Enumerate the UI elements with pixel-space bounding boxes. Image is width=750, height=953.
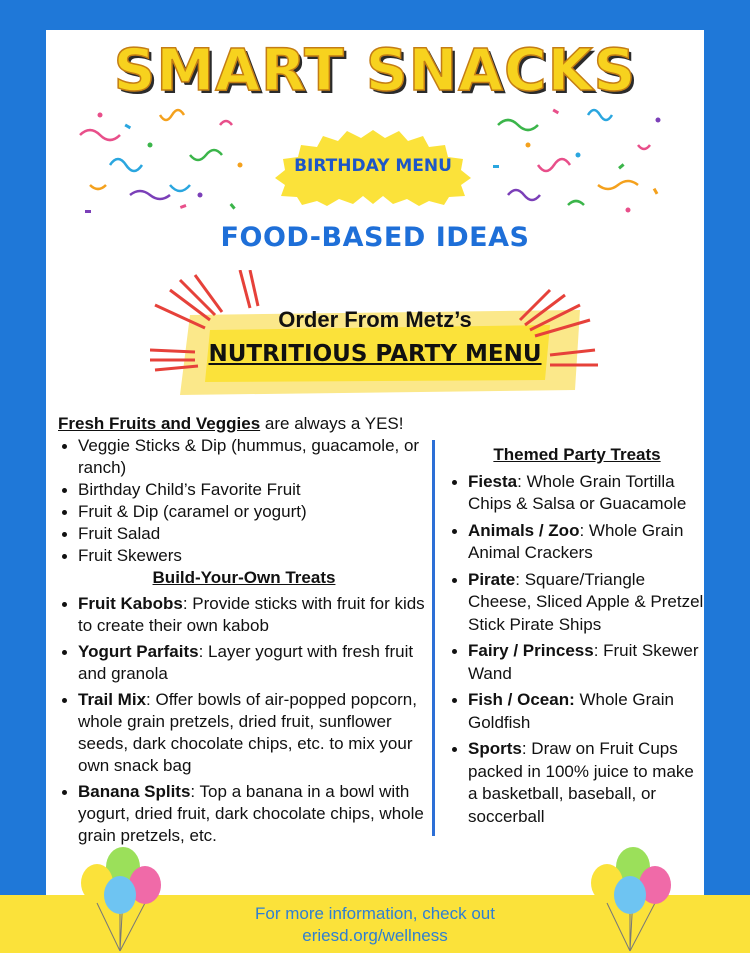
list-item: Fish / Ocean: Whole Grain Goldfish (448, 689, 706, 734)
list-item: Sports: Draw on Fruit Cups packed in 100% juice to make a basketball, baseball, or soccerball (448, 738, 706, 828)
list-item: Veggie Sticks & Dip (hummus, guacamole, or ranch) (58, 435, 430, 479)
balloons-left-icon (75, 845, 170, 953)
list-item: Fruit Skewers (58, 545, 430, 567)
list-item: Animals / Zoo: Whole Grain Animal Crackers (448, 520, 706, 565)
themed-party-heading: Themed Party Treats (493, 445, 661, 464)
balloons-right-icon (585, 845, 680, 953)
themed-party-list (448, 471, 706, 829)
fresh-fruits-heading (58, 413, 430, 435)
fresh-fruits-title: Fresh Fruits and Veggies (58, 414, 261, 433)
right-column (448, 444, 706, 828)
list-item: Trail Mix: Offer bowls of air-popped popcorn, whole grain pretzels, dried fruit, sunflower seeds, dark chocolate chips, etc. to mix your own snack bag (58, 689, 430, 777)
food-based-ideas-heading: FOOD-BASED IDEAS (220, 222, 530, 253)
footer-link-text: eriesd.org/wellness (302, 926, 448, 945)
list-item: Pirate: Square/Triangle Cheese, Sliced Apple & Pretzel Stick Pirate Ships (448, 569, 706, 637)
list-item: Fairy / Princess: Fruit Skewer Wand (448, 640, 706, 685)
flyer-title: SMART SNACKS (113, 36, 637, 104)
list-item: Fruit & Dip (caramel or yogurt) (58, 501, 430, 523)
fresh-fruits-list (58, 435, 430, 567)
nutritious-party-menu-text: NUTRITIOUS PARTY MENU (208, 341, 542, 367)
birthday-menu-badge: BIRTHDAY MENU (294, 156, 452, 176)
build-your-own-list (58, 593, 430, 847)
left-column (58, 413, 430, 847)
confetti-right-decoration (478, 95, 678, 225)
confetti-left-decoration (70, 95, 270, 225)
list-item: Yogurt Parfaits: Layer yogurt with fresh fruit and granola (58, 641, 430, 685)
list-item: Fruit Salad (58, 523, 430, 545)
build-your-own-heading: Build-Your-Own Treats (152, 568, 336, 587)
footer-line-1: For more information, check out (255, 904, 495, 923)
list-item: Fruit Kabobs: Provide sticks with fruit for kids to create their own kabob (58, 593, 430, 637)
fresh-fruits-suffix: are always a YES! (260, 414, 404, 433)
highlight-band-decoration (150, 270, 600, 410)
order-from-metz-text: Order From Metz’s (278, 307, 472, 332)
list-item: Banana Splits: Top a banana in a bowl with yogurt, dried fruit, dark chocolate chips, whole grain pretzels, etc. (58, 781, 430, 847)
list-item: Fiesta: Whole Grain Tortilla Chips & Salsa or Guacamole (448, 471, 706, 516)
column-divider (432, 440, 435, 836)
list-item: Birthday Child’s Favorite Fruit (58, 479, 430, 501)
